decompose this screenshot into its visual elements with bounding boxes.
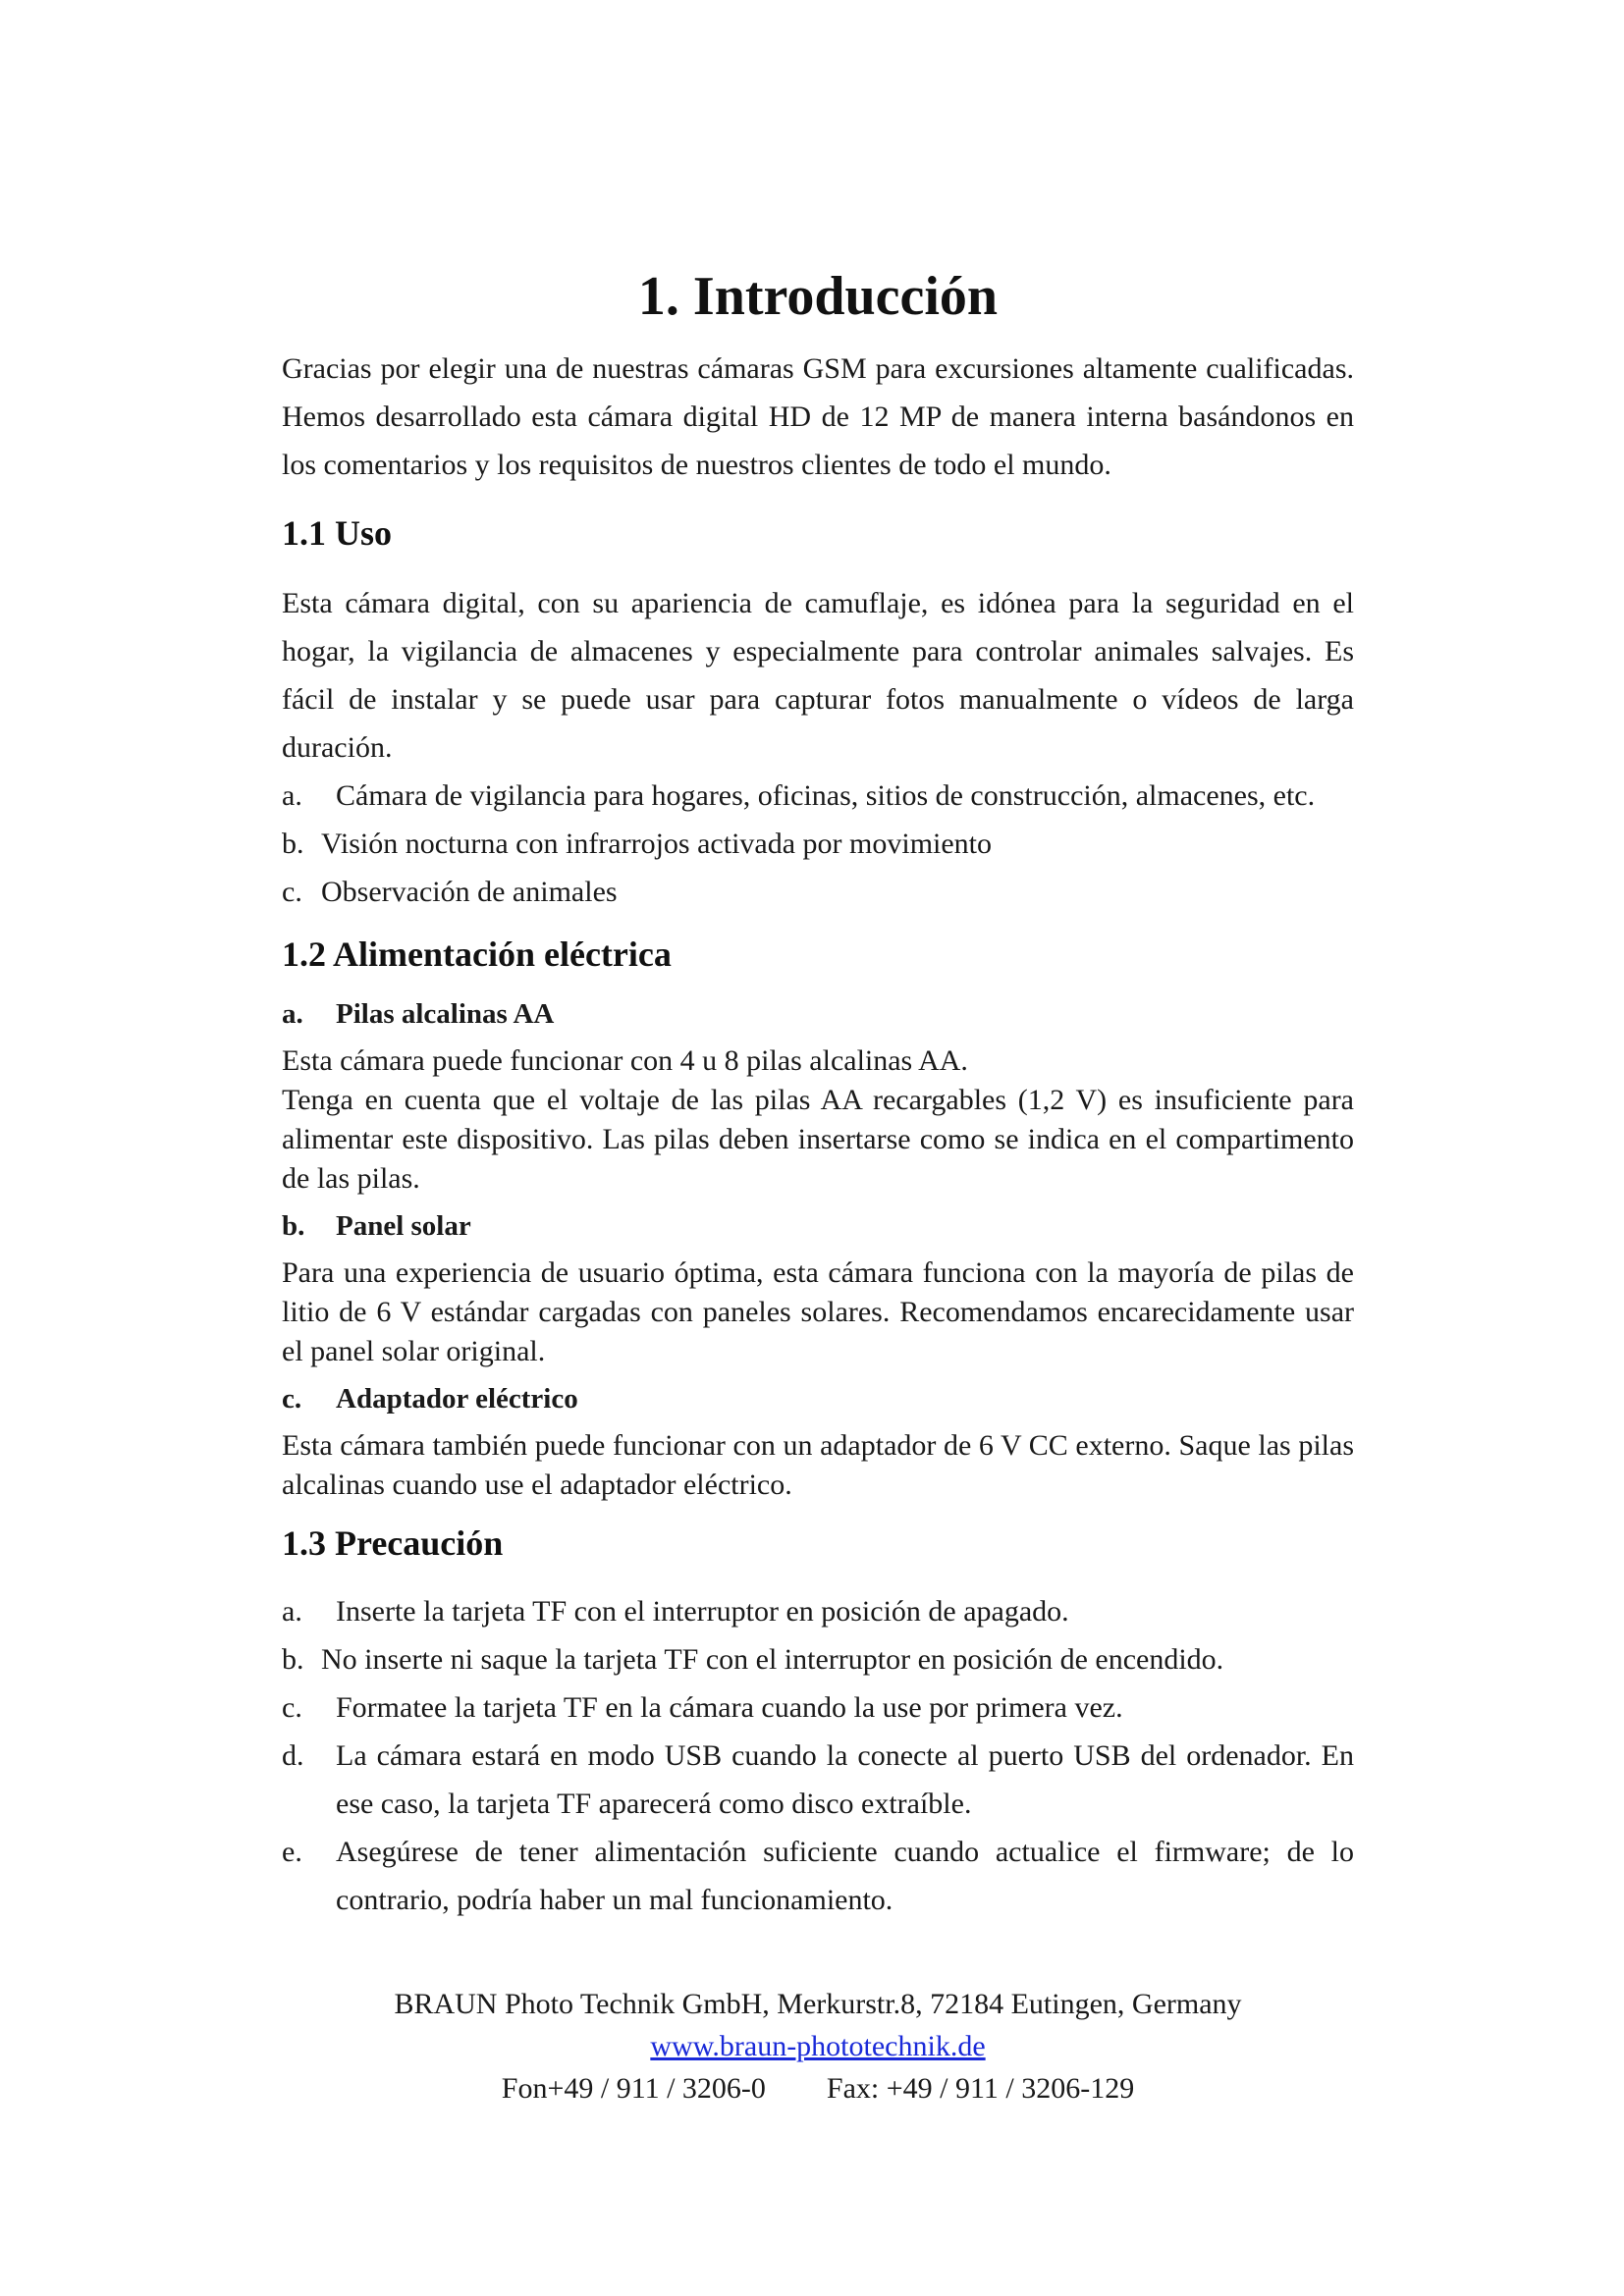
list-marker: b. xyxy=(282,1643,304,1676)
footer-contact xyxy=(282,2067,1354,2109)
precaucion-list xyxy=(282,1587,1354,1924)
list-marker: a. xyxy=(282,1595,302,1628)
list-item-text: Cámara de vigilancia para hogares, oficinas, sitios de construcción, almacenes, etc. xyxy=(336,779,1316,812)
list-item xyxy=(282,1828,1354,1924)
subsection-heading xyxy=(282,1206,1354,1246)
list-item-text: Inserte la tarjeta TF con el interruptor en posición de apagado. xyxy=(336,1595,1069,1628)
subsection-marker: b. xyxy=(282,1210,305,1242)
subsection-pilas xyxy=(282,994,1354,1199)
list-item xyxy=(282,1683,1354,1732)
list-item xyxy=(282,1732,1354,1828)
list-item-text: Observación de animales xyxy=(321,876,618,908)
footer-phone: Fon+49 / 911 / 3206-0 xyxy=(501,2072,766,2105)
list-item xyxy=(282,1587,1354,1635)
list-item xyxy=(282,1635,1354,1683)
list-item xyxy=(282,820,1354,868)
subsection-paragraph: Esta cámara puede funcionar con 4 u 8 pilas alcalinas AA. xyxy=(282,1044,968,1077)
list-item-text: Visión nocturna con infrarrojos activada por movimiento xyxy=(321,828,993,860)
document-page xyxy=(282,260,1354,1924)
list-marker: e. xyxy=(282,1836,302,1868)
list-item-text: Formatee la tarjeta TF en la cámara cuando la use por primera vez. xyxy=(336,1691,1123,1724)
footer-company: BRAUN Photo Technik GmbH, Merkurstr.8, 72184 Eutingen, Germany xyxy=(394,1988,1242,2020)
page-title: 1. Introducción xyxy=(637,266,999,327)
list-item xyxy=(282,772,1354,820)
subsection-title: Adaptador eléctrico xyxy=(336,1383,578,1415)
list-marker: c. xyxy=(282,876,302,908)
section-heading-precaucion: 1.3 Precaución xyxy=(282,1523,504,1563)
page-footer xyxy=(282,1983,1354,2109)
list-item xyxy=(282,868,1354,916)
list-marker: c. xyxy=(282,1691,302,1724)
list-item-text: No inserte ni saque la tarjeta TF con el interruptor en posición de encendido. xyxy=(321,1643,1224,1676)
subsection-title: Panel solar xyxy=(336,1210,471,1242)
uso-paragraph: Esta cámara digital, con su apariencia de camuflaje, es idónea para la seguridad en el hogar, la vigilancia de almacenes y especialmente para controlar animales salvajes. Es fácil de instalar y se puede usar para capturar fotos manualmente o vídeos de larga duración. xyxy=(282,587,1354,764)
uso-list xyxy=(282,772,1354,916)
footer-website-link[interactable]: www.braun-phototechnik.de xyxy=(650,2030,986,2062)
section-heading-uso: 1.1 Uso xyxy=(282,513,393,553)
intro-paragraph: Gracias por elegir una de nuestras cámaras GSM para excursiones altamente cualificadas. Hemos desarrollado esta cámara digital HD de 12 MP de manera interna basándonos en los comentarios y los requisitos de nuestros clientes de todo el mundo. xyxy=(282,352,1354,481)
subsection-paragraph: Para una experiencia de usuario óptima, esta cámara funciona con la mayoría de pilas de litio de 6 V estándar cargadas con paneles solares. Recomendamos encarecidamente usar el panel solar original. xyxy=(282,1256,1354,1367)
subsection-panel-solar xyxy=(282,1206,1354,1371)
subsection-title: Pilas alcalinas AA xyxy=(336,998,555,1030)
list-marker: a. xyxy=(282,779,302,812)
subsection-marker: a. xyxy=(282,998,303,1030)
list-item-text: Asegúrese de tener alimentación suficiente cuando actualice el firmware; de lo contrario, podría haber un mal funcionamiento. xyxy=(336,1836,1354,1916)
list-marker: b. xyxy=(282,828,304,860)
subsection-paragraph: Tenga en cuenta que el voltaje de las pilas AA recargables (1,2 V) es insuficiente para alimentar este dispositivo. Las pilas deben insertarse como se indica en el compartimento de las pilas. xyxy=(282,1084,1354,1195)
footer-fax: Fax: +49 / 911 / 3206-129 xyxy=(826,2072,1135,2105)
subsection-heading xyxy=(282,994,1354,1034)
subsection-paragraph: Esta cámara también puede funcionar con un adaptador de 6 V CC externo. Saque las pilas alcalinas cuando use el adaptador eléctrico. xyxy=(282,1429,1354,1501)
section-heading-alimentacion: 1.2 Alimentación eléctrica xyxy=(282,934,672,974)
subsection-adaptador xyxy=(282,1379,1354,1505)
list-marker: d. xyxy=(282,1739,304,1772)
list-item-text: La cámara estará en modo USB cuando la conecte al puerto USB del ordenador. En ese caso, la tarjeta TF aparecerá como disco extraíble. xyxy=(336,1739,1354,1820)
subsection-heading xyxy=(282,1379,1354,1418)
subsection-marker: c. xyxy=(282,1383,302,1415)
